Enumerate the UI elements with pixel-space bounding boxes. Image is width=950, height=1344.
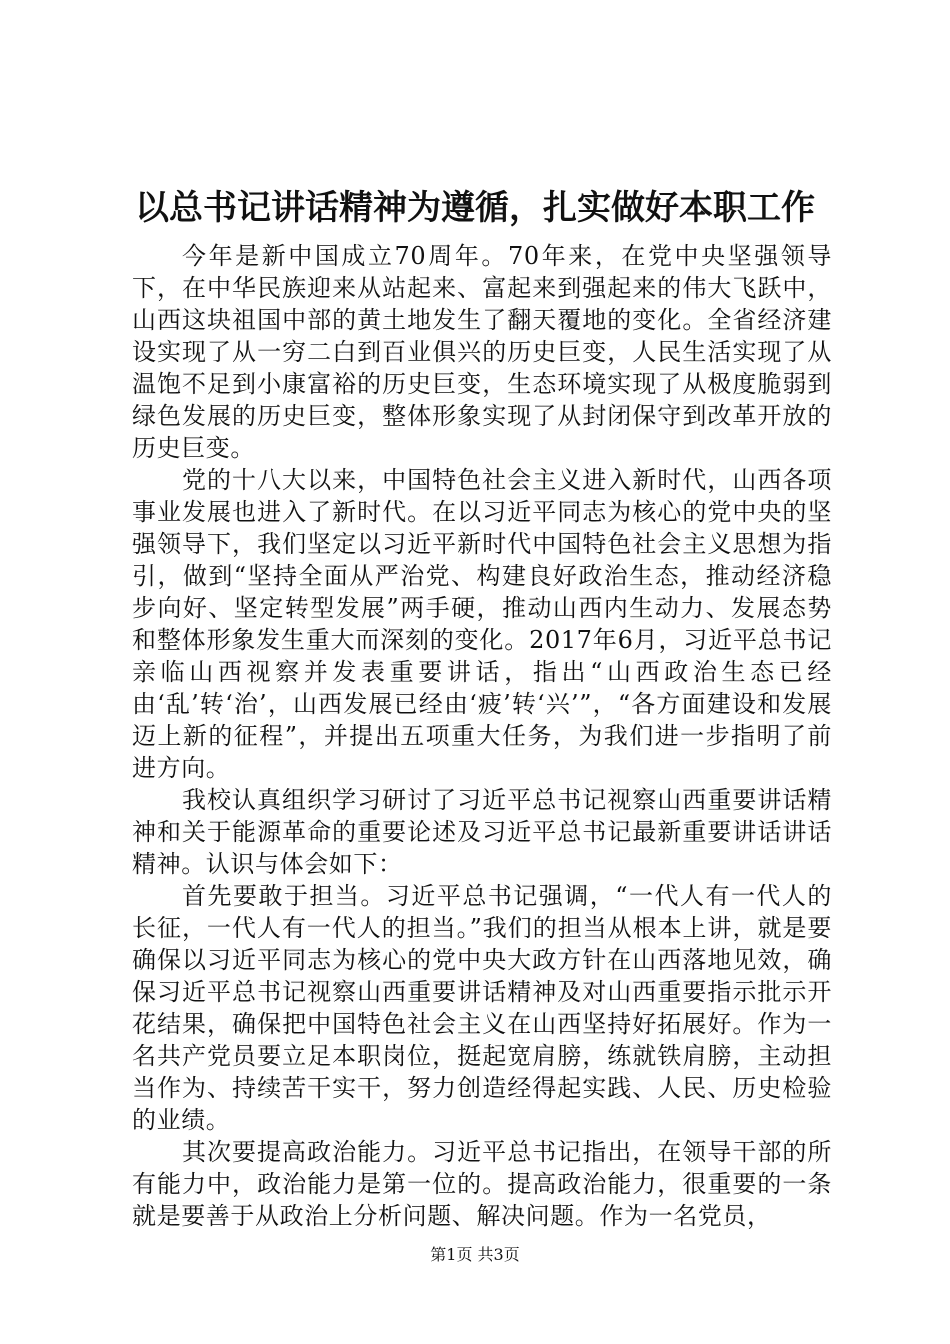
paragraph-1: 今年是新中国成立70周年。70年来，在党中央坚强领导下，在中华民族迎来从站起来、富起来到强起来的伟大飞跃中，山西这块祖国中部的黄土地发生了翻天覆地的变化。全省经济建设实现了从一穷二白到百业俱兴的历史巨变，人民生活实现了从温饱不足到小康富裕的历史巨变，生态环境实现了从极度脆弱到绿色发展的历史巨变，整体形象实现了从封闭保守到改革开放的历史巨变。 [132, 242, 832, 462]
paragraph-5: 其次要提高政治能力。习近平总书记指出，在领导干部的所有能力中，政治能力是第一位的。提高政治能力，很重要的一条就是要善于从政治上分析问题、解决问题。作为一名党员， [132, 1138, 832, 1230]
paragraph-4: 首先要敢于担当。习近平总书记强调，“一代人有一代人的长征，一代人有一代人的担当。”我们的担当从根本上讲，就是要确保以习近平同志为核心的党中央大政方针在山西落地见效，确保习近平总书记视察山西重要讲话精神及对山西重要指示批示开花结果，确保把中国特色社会主义在山西坚持好拓展好。作为一名共产党员要立足本职岗位，挺起宽肩膀，练就铁肩膀，主动担当作为、持续苦干实干，努力创造经得起实践、人民、历史检验的业绩。 [132, 882, 832, 1134]
page-footer: 第1页 共3页 [430, 1245, 520, 1264]
document-title: 以总书记讲话精神为遵循，扎实做好本职工作 [135, 188, 815, 228]
paragraph-3: 我校认真组织学习研讨了习近平总书记视察山西重要讲话精神和关于能源革命的重要论述及习近平总书记最新重要讲话讲话精神。认识与体会如下： [132, 786, 832, 878]
paragraph-2: 党的十八大以来，中国特色社会主义进入新时代，山西各项事业发展也进入了新时代。在以习近平同志为核心的党中央的坚强领导下，我们坚定以习近平新时代中国特色社会主义思想为指引，做到“坚持全面从严治党、构建良好政治生态，推动经济稳步向好、坚定转型发展”两手硬，推动山西内生动力、发展态势和整体形象发生重大而深刻的变化。2017年6月，习近平总书记亲临山西视察并发表重要讲话，指出“山西政治生态已经由‘乱’转‘治’，山西发展已经由‘疲’转‘兴’”，“各方面建设和发展迈上新的征程”，并提出五项重大任务，为我们进一步指明了前进方向。 [132, 466, 832, 782]
document-body [132, 240, 832, 1232]
